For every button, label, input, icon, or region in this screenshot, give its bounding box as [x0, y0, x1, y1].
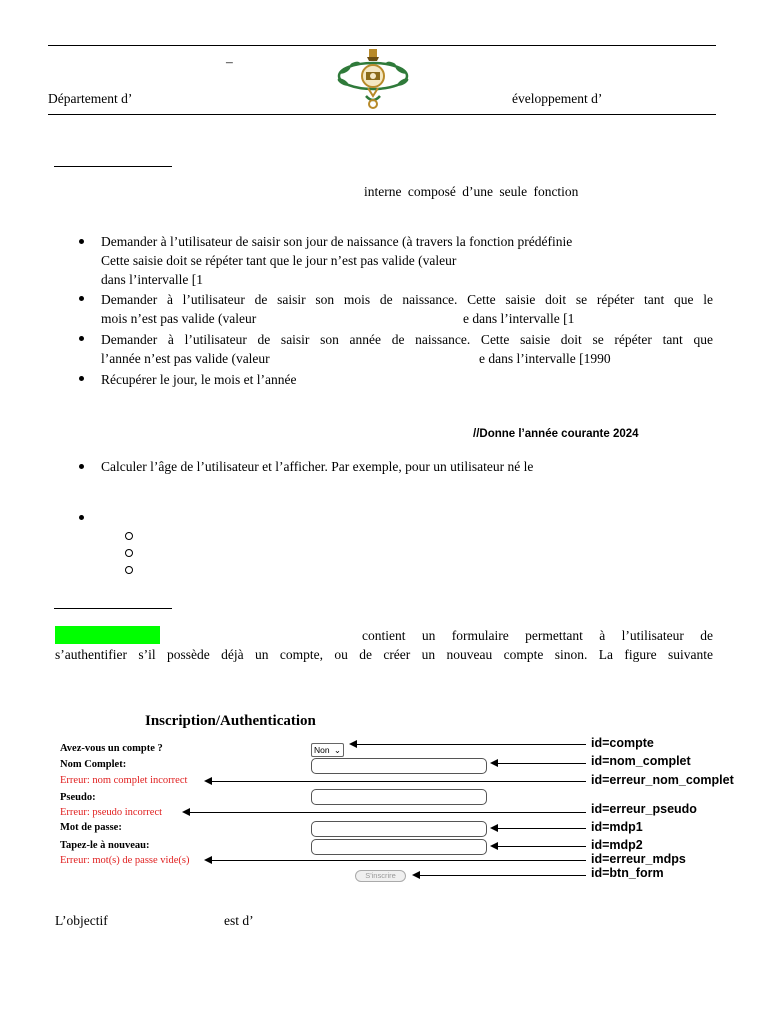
mdp1-input[interactable]: [311, 821, 487, 837]
bullet-dot: [79, 376, 84, 381]
bullet-dot: [79, 336, 84, 341]
mdp-label: Mot de passe:: [60, 822, 122, 833]
chevron-down-icon: ⌄: [333, 745, 341, 755]
compte-label: Avez-vous un compte ?: [60, 743, 163, 754]
bullet-dot: [79, 464, 84, 469]
erreur-mdps: Erreur: mot(s) de passe vide(s): [60, 855, 190, 866]
bullet-item-age: Calculer l’âge de l’utilisateur et l’afficher. Par exemple, pour un utilisateur né le: [101, 459, 534, 474]
arrow-line: [356, 744, 586, 745]
arrow-line: [189, 812, 586, 813]
annotation-erreur-mdps: id=erreur_mdps: [591, 852, 686, 866]
bullet-line: l’année n’est pas valide (valeur: [101, 351, 270, 366]
university-emblem-icon: [333, 46, 413, 112]
bullet-item-jour: [101, 232, 716, 289]
annotation-compte: id=compte: [591, 736, 654, 750]
compte-select-value: Non: [314, 745, 330, 755]
compte-select[interactable]: [311, 743, 344, 757]
paragraph-intro: interne composé d’une seule fonction: [364, 184, 579, 199]
header-right-text: éveloppement d’: [512, 91, 603, 106]
paragraph-line: contient un formulaire permettant à l’utilisateur de: [362, 628, 713, 643]
paragraph-form-intro: [362, 626, 713, 645]
arrow-line: [497, 828, 586, 829]
annotation-nom-complet: id=nom_complet: [591, 754, 691, 768]
header-bottom-rule: [48, 114, 716, 115]
bullet-line: e dans l’intervalle [1: [463, 311, 575, 326]
section-heading-underline: [54, 166, 172, 167]
sub-bullet-circle: [125, 566, 133, 574]
objective-text-b: est d’: [224, 913, 254, 928]
erreur-pseudo: Erreur: pseudo incorrect: [60, 807, 163, 818]
mdp2-input[interactable]: [311, 839, 487, 855]
mdp2-label: Tapez-le à nouveau:: [60, 840, 150, 851]
annotation-mdp2: id=mdp2: [591, 838, 643, 852]
arrow-line: [497, 763, 586, 764]
bullet-item-mois: [101, 290, 713, 328]
highlight-mark: [55, 626, 160, 644]
bullet-line: e dans l’intervalle [1990: [479, 351, 611, 366]
section-heading-underline: [54, 608, 172, 609]
arrow-line: [211, 781, 586, 782]
form-title: Inscription/Authentication: [145, 713, 316, 729]
nom-complet-label: Nom Complet:: [60, 759, 127, 770]
header-department: Département d’: [48, 91, 133, 106]
bullet-line: Demander à l’utilisateur de saisir son jour de naissance (à travers la fonction prédéfinie: [101, 234, 573, 249]
bullet-line: Cette saisie doit se répéter tant que le jour n’est pas valide (valeur: [101, 253, 457, 268]
bullet-dot: [79, 239, 84, 244]
annotation-erreur-pseudo: id=erreur_pseudo: [591, 802, 697, 816]
arrow-line: [497, 846, 586, 847]
annotation-erreur-nom-complet: id=erreur_nom_complet: [591, 773, 734, 787]
sub-bullet-circle: [125, 549, 133, 557]
bullet-item-annee: [101, 330, 713, 368]
objective-text-a: L’objectif: [55, 913, 108, 928]
erreur-nom-complet: Erreur: nom complet incorrect: [60, 775, 188, 786]
annotation-btn-form: id=btn_form: [591, 866, 664, 880]
bullet-dot: [79, 296, 84, 301]
bullet-line: dans l’intervalle [1: [101, 272, 203, 287]
code-comment: //Donne l’année courante 2024: [473, 428, 639, 440]
pseudo-label: Pseudo:: [60, 792, 96, 803]
paragraph-line: s’authentifier s’il possède déjà un compte, ou de créer un nouveau compte sinon. La figure suivante: [55, 647, 713, 662]
bullet-line: Demander à l’utilisateur de saisir son année de naissance. Cette saisie doit se répéter tant que: [101, 332, 713, 347]
bullet-dot: [79, 515, 84, 520]
bullet-item-recuperer: Récupérer le jour, le mois et l’année: [101, 372, 297, 387]
nom-complet-input[interactable]: [311, 758, 487, 774]
arrow-line: [211, 860, 586, 861]
sub-bullet-circle: [125, 532, 133, 540]
annotation-mdp1: id=mdp1: [591, 820, 643, 834]
pseudo-input[interactable]: [311, 789, 487, 805]
bullet-line: mois n’est pas valide (valeur: [101, 311, 257, 326]
btn-form-button[interactable]: S'inscrire: [355, 870, 406, 882]
bullet-line: Demander à l’utilisateur de saisir son mois de naissance. Cette saisie doit se répéter tant que le: [101, 292, 713, 307]
header-dash: –: [226, 54, 233, 69]
arrow-line: [419, 875, 586, 876]
